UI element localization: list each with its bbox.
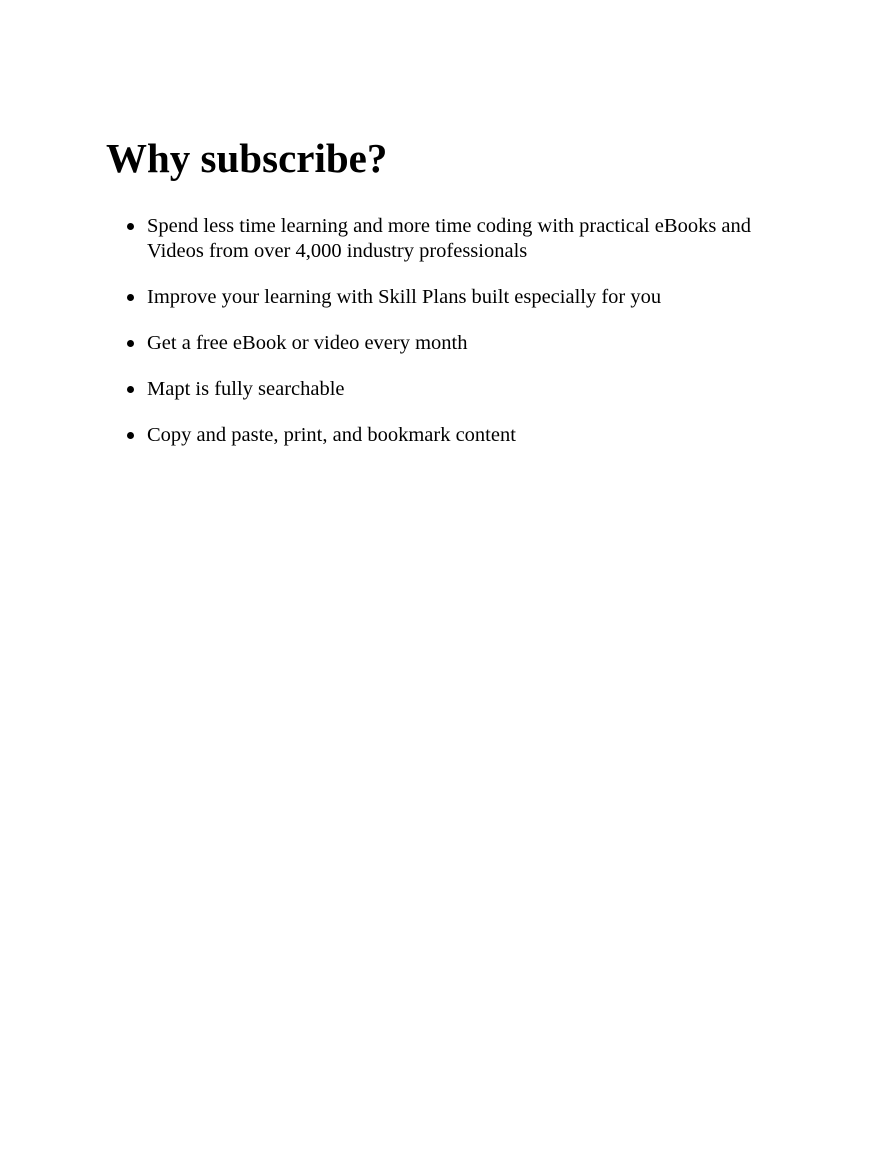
bullet-icon (127, 386, 134, 393)
list-item (106, 423, 786, 448)
benefit-list (106, 214, 786, 448)
bullet-icon (127, 223, 134, 230)
list-item (106, 285, 786, 310)
document-page (106, 128, 786, 469)
page-title: Why subscribe? (106, 135, 388, 181)
list-item-text: Copy and paste, print, and bookmark content (147, 424, 516, 446)
list-item-text: Spend less time learning and more time coding with practical eBooks and Videos from over 4,000 industry professionals (147, 215, 752, 262)
list-item (106, 331, 786, 356)
list-item-text: Improve your learning with Skill Plans built especially for you (147, 286, 662, 308)
bullet-icon (127, 340, 134, 347)
bullet-icon (127, 432, 134, 439)
list-item (106, 377, 786, 402)
list-item-text: Get a free eBook or video every month (147, 332, 468, 354)
bullet-icon (127, 294, 134, 301)
list-item-text: Mapt is fully searchable (147, 378, 345, 400)
list-item (106, 214, 786, 264)
